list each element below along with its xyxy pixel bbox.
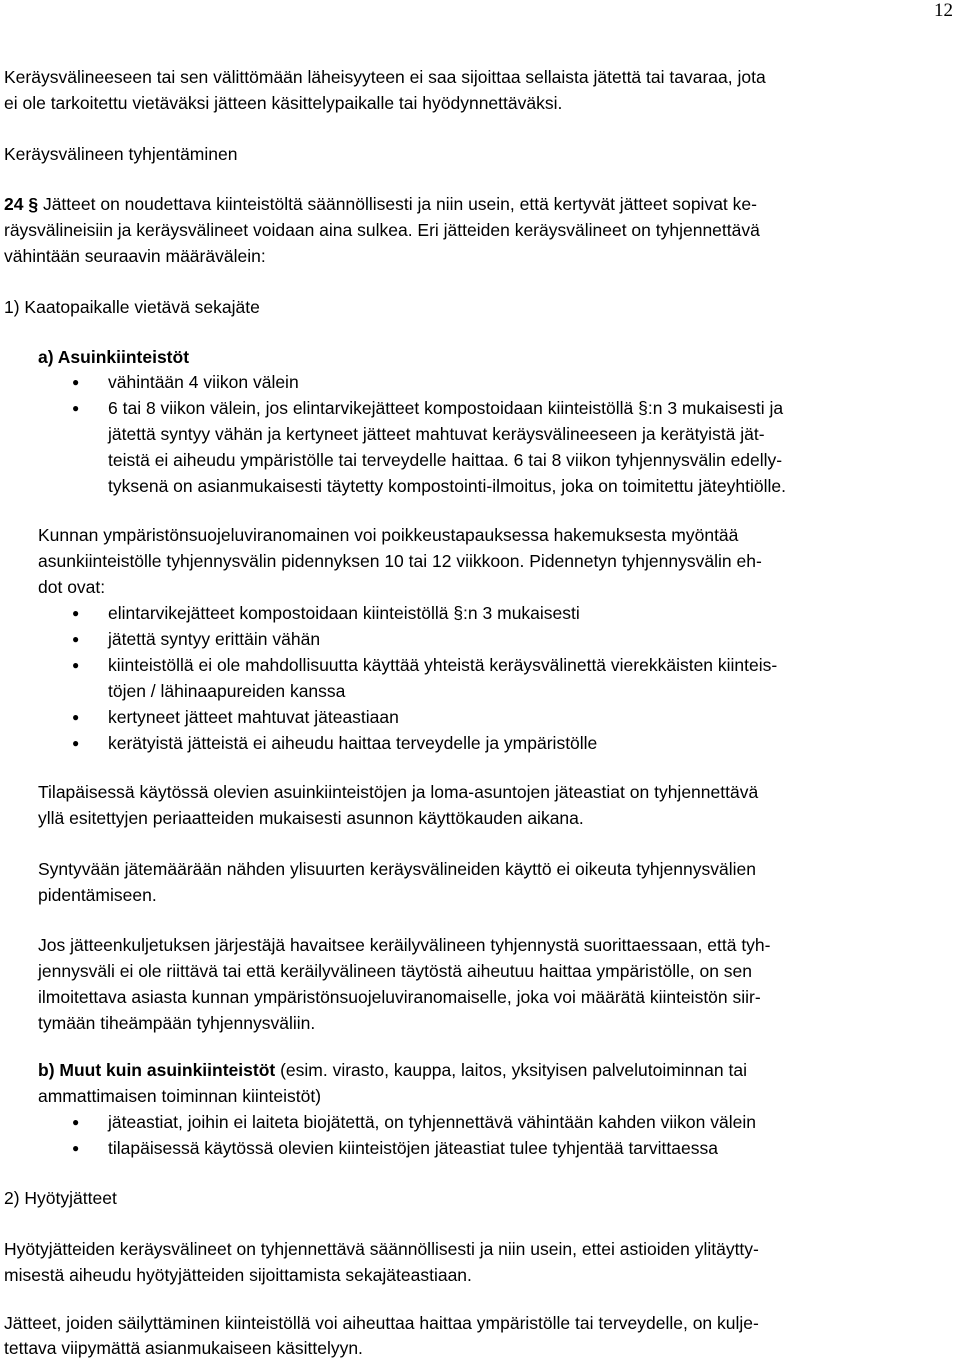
intro-line-2: ei ole tarkoitettu vietäväksi jätteen käsittelypaikalle tai hyödynnettäväksi. xyxy=(4,93,563,113)
subsection-b-line-2: ammattimaisen toiminnan kiinteistöt) xyxy=(38,1086,322,1106)
amount-line-2: pidentämiseen. xyxy=(38,885,157,905)
bullet-icon: ● xyxy=(72,1115,80,1129)
list-item-continuation: töjen / lähinaapureiden kanssa xyxy=(108,681,346,701)
bullet-icon: ● xyxy=(72,736,80,750)
temporary-line-1: Tilapäisessä käytössä olevien asuinkiinteistöjen ja loma-asuntojen jäteastiat on tyhjennettävä xyxy=(38,782,759,802)
section-number: 24 xyxy=(4,194,24,214)
section-sign: § xyxy=(28,194,39,214)
bullet-icon: ● xyxy=(72,401,80,415)
list-item-continuation: tyksenä on asianmukaisesti täytetty kompostointi-ilmoitus, joka on toimitettu jäteyhtiölle. xyxy=(108,476,786,496)
recycling-line-1: Hyötyjätteiden keräysvälineet on tyhjennettävä säännöllisesti ja niin usein, ettei astioiden ylitäytty- xyxy=(4,1239,759,1259)
list-item: vähintään 4 viikon välein xyxy=(108,372,299,392)
transport-line-4: tymään tiheämpään tyhjennysväliin. xyxy=(38,1013,316,1033)
extension-line-1: Kunnan ympäristönsuojeluviranomainen voi poikkeustapauksessa hakemuksesta myöntää xyxy=(38,525,739,545)
transport-line-1: Jos jätteenkuljetuksen järjestäjä havaitsee keräilyvälineen tyhjennystä suorittaessaan, että tyh- xyxy=(38,935,771,955)
section-24-line-2: räysvälineisiin ja keräysvälineet voidaan aina sulkea. Eri jätteiden keräysvälineet on tyhjennettävä xyxy=(4,220,760,240)
subsection-b-text: (esim. virasto, kauppa, laitos, yksityisen palvelutoiminnan tai xyxy=(275,1060,747,1080)
category-2-heading: 2) Hyötyjätteet xyxy=(4,1188,117,1208)
bullet-icon: ● xyxy=(72,375,80,389)
list-item-continuation: teistä ei aiheudu ympäristölle tai terveydelle haittaa. 6 tai 8 viikon tyhjennysvälin edelly- xyxy=(108,450,783,470)
list-item: jätettä syntyy erittäin vähän xyxy=(108,629,321,649)
list-item: 6 tai 8 viikon välein, jos elintarvikejätteet kompostoidaan kiinteistöllä §:n 3 mukaisesti ja xyxy=(108,398,784,418)
transport-line-2: jennysväli ei ole riittävä tai että keräilyvälineen täytöstä aiheutuu haittaa ympäristölle, on sen xyxy=(38,961,753,981)
hazard-line-1: Jätteet, joiden säilyttäminen kiinteistöllä voi aiheuttaa haittaa ympäristölle tai terveydelle, on kulje- xyxy=(4,1313,759,1333)
subsection-b-line-1 xyxy=(38,1059,747,1081)
intro-line-1: Keräysvälineeseen tai sen välittömään läheisyyteen ei saa sijoittaa sellaista jätettä tai tavaraa, jota xyxy=(4,67,766,87)
list-item: elintarvikejätteet kompostoidaan kiinteistöllä §:n 3 mukaisesti xyxy=(108,603,580,623)
section-heading: Keräysvälineen tyhjentäminen xyxy=(4,144,238,164)
transport-line-3: ilmoitettava asiasta kunnan ympäristönsuojeluviranomaiselle, joka voi määrätä kiinteistön siir- xyxy=(38,987,761,1007)
page-number: 12 xyxy=(934,0,953,21)
bullet-icon: ● xyxy=(72,632,80,646)
list-item: tilapäisessä käytössä olevien kiinteistöjen jäteastiat tulee tyhjentää tarvittaessa xyxy=(108,1138,718,1158)
recycling-line-2: misestä aiheudu hyötyjätteiden sijoittamista sekajäteastiaan. xyxy=(4,1265,472,1285)
hazard-line-2: tettava viipymättä asianmukaiseen käsittelyyn. xyxy=(4,1338,363,1358)
temporary-line-2: yllä esitettyjen periaatteiden mukaisesti asunnon käyttökauden aikana. xyxy=(38,808,584,828)
extension-line-2: asunkiinteistölle tyhjennysvälin pidennyksen 10 tai 12 viikkoon. Pidennetyn tyhjennysvälin eh- xyxy=(38,551,762,571)
subsection-b-heading: b) Muut kuin asuinkiinteistöt xyxy=(38,1060,276,1080)
section-24-line-1 xyxy=(4,193,757,215)
list-item: kiinteistöllä ei ole mahdollisuutta käyttää yhteistä keräysvälinettä vierekkäisten kiinteis- xyxy=(108,655,778,675)
bullet-icon: ● xyxy=(72,1141,80,1155)
extension-line-3: dot ovat: xyxy=(38,577,106,597)
list-item: jäteastiat, joihin ei laiteta biojätettä, on tyhjennettävä vähintään kahden viikon välein xyxy=(108,1112,756,1132)
bullet-icon: ● xyxy=(72,658,80,672)
bullet-icon: ● xyxy=(72,710,80,724)
list-item-continuation: jätettä syntyy vähän ja kertyneet jätteet mahtuvat keräysvälineeseen ja kerätyistä jät- xyxy=(108,424,765,444)
category-1-heading: 1) Kaatopaikalle vietävä sekajäte xyxy=(4,297,260,317)
list-item: kertyneet jätteet mahtuvat jäteastiaan xyxy=(108,707,399,727)
list-item: kerätyistä jätteistä ei aiheudu haittaa terveydelle ja ympäristölle xyxy=(108,733,598,753)
bullet-icon: ● xyxy=(72,606,80,620)
section-24-line-3: vähintään seuraavin määrävälein: xyxy=(4,246,266,266)
subsection-a-heading: a) Asuinkiinteistöt xyxy=(38,347,190,367)
section-24-text: Jätteet on noudettava kiinteistöltä säännöllisesti ja niin usein, että kertyvät jätteet sopivat ke- xyxy=(38,194,757,214)
amount-line-1: Syntyvään jätemäärään nähden ylisuurten keräysvälineiden käyttö ei oikeuta tyhjennysvälien xyxy=(38,859,756,879)
